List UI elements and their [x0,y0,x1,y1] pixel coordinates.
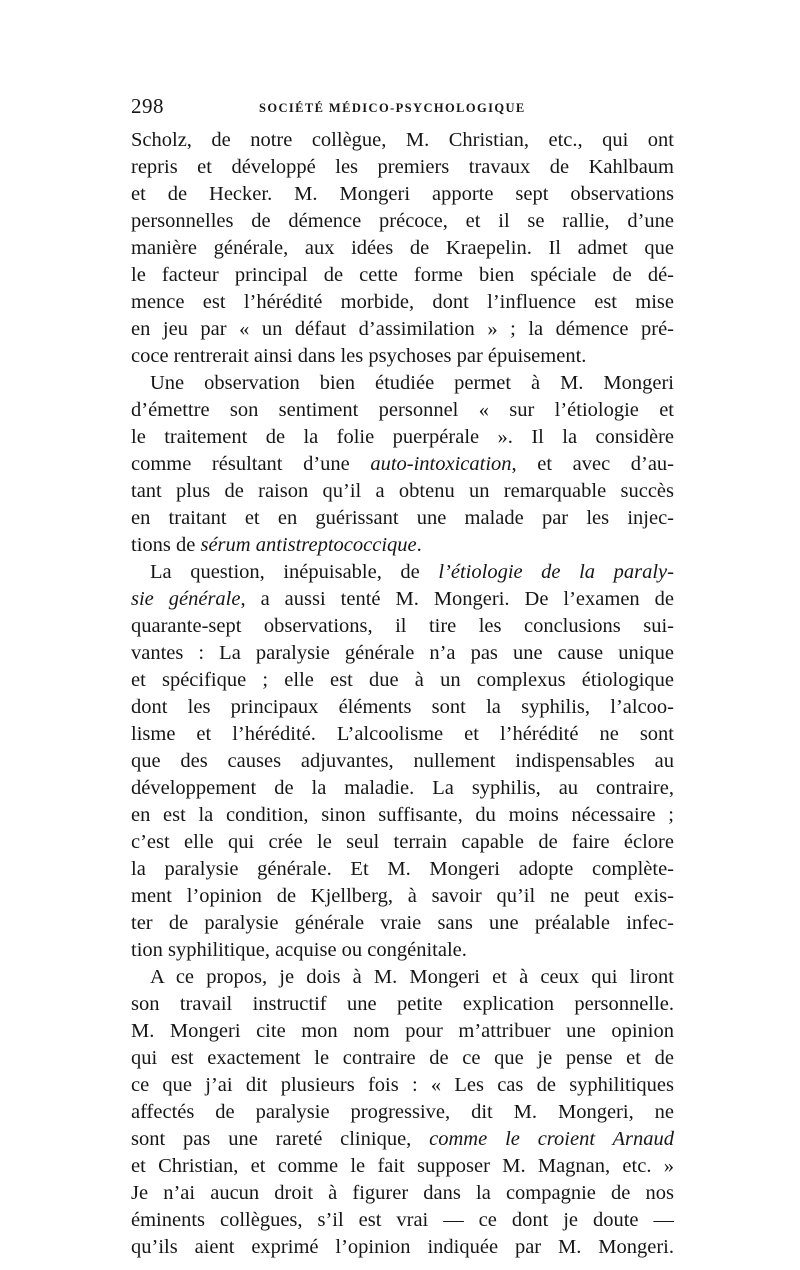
text-line [131,397,674,424]
text-line [131,910,674,937]
text-line [131,883,674,910]
text-run: éminents collègues, s’il est vrai — ce dont je doute — [131,1209,674,1231]
text-run: vantes : La paralysie générale n’a pas une cause unique [131,642,674,664]
text-run: tions de [131,534,201,556]
text-run: comme résultant d’une [131,453,371,475]
text-run: quarante-sept observations, il tire les conclusions sui- [131,615,674,637]
text-run: A ce propos, je dois à M. Mongeri et à ceux qui liront [150,966,674,988]
text-run: en jeu par « un défaut d’assimilation » ; la démence pré- [131,318,674,340]
text-run: La question, inépuisable, de [150,561,439,583]
text-run: développement de la maladie. La syphilis, au contraire, [131,777,674,799]
text-line [131,559,674,586]
text-line [131,154,674,181]
text-line [131,937,674,964]
text-run: que des causes adjuvantes, nullement indispensables au [131,750,674,772]
text-line [131,775,674,802]
text-run: M. Mongeri cite mon nom pour m’attribuer une opinion [131,1020,674,1042]
text-run: c’est elle qui crée le seul terrain capable de faire éclore [131,831,674,853]
italic-run: sérum antistreptococcique [200,534,417,556]
text-run: le traitement de la folie puerpérale ». Il la considère [131,426,674,448]
text-line [131,316,674,343]
text-run: affectés de paralysie progressive, dit M. Mongeri, ne [131,1101,674,1123]
text-run: tant plus de raison qu’il a obtenu un remarquable succès [131,480,674,502]
text-line [131,613,674,640]
text-line [131,856,674,883]
text-line [131,478,674,505]
text-run: et spécifique ; elle est due à un complexus étiologique [131,669,674,691]
text-line [131,1072,674,1099]
italic-run: sie générale [131,588,241,610]
text-run: ter de paralysie générale vraie sans une préalable infec- [131,912,674,934]
text-run: ce que j’ai dit plusieurs fois : « Les cas de syphilitiques [131,1074,674,1096]
text-line [131,451,674,478]
text-line [131,505,674,532]
text-run: repris et développé les premiers travaux de Kahlbaum [131,156,674,178]
text-run: qu’ils aient exprimé l’opinion indiquée par M. Mongeri. [131,1236,674,1258]
text-line [131,289,674,316]
text-run: dont les principaux éléments sont la syphilis, l’alcoo- [131,696,674,718]
text-line [131,370,674,397]
text-line [131,1234,674,1261]
text-run: son travail instructif une petite explication personnelle. [131,993,674,1015]
text-line [131,532,674,559]
text-line [131,748,674,775]
text-run: tion syphilitique, acquise ou congénitale. [131,939,467,961]
text-line [131,181,674,208]
text-line [131,343,674,370]
text-line [131,208,674,235]
page-number: 298 [131,94,164,118]
text-run: sont pas une rareté clinique, [131,1128,430,1150]
text-run: Je n’ai aucun droit à figurer dans la compagnie de nos [131,1182,674,1204]
text-run: lisme et l’hérédité. L’alcoolisme et l’hérédité ne sont [131,723,674,745]
text-run-after: . [416,534,422,556]
text-run: d’émettre son sentiment personnel « sur l’étiologie et [131,399,674,421]
text-line [131,1018,674,1045]
text-run: manière générale, aux idées de Kraepelin. Il admet que [131,237,674,259]
text-line [131,964,674,991]
text-line [131,667,674,694]
text-line [131,1153,674,1180]
text-line [131,127,674,154]
text-line [131,991,674,1018]
text-line [131,235,674,262]
text-run: coce rentrerait ainsi dans les psychoses par épuisement. [131,345,587,367]
text-line [131,1045,674,1072]
text-run: la paralysie générale. Et M. Mongeri adopte complète- [131,858,674,880]
italic-run: comme le croient Arnaud [429,1128,674,1150]
body-text [131,127,674,1261]
text-run-after: , et avec d’au- [511,453,674,475]
text-run: Scholz, de notre collègue, M. Christian, etc., qui ont [131,129,674,151]
text-run: ment l’opinion de Kjellberg, à savoir qu’il ne peut exis- [131,885,674,907]
running-title: SOCIÉTÉ MÉDICO-PSYCHOLOGIQUE [259,101,526,115]
page [131,92,674,1261]
text-line [131,1207,674,1234]
text-run: et de Hecker. M. Mongeri apporte sept observations [131,183,674,205]
text-line [131,1126,674,1153]
text-line [131,1099,674,1126]
text-line [131,694,674,721]
italic-run: auto-intoxication [370,453,512,475]
italic-run: l’étiologie de la paraly- [438,561,674,583]
text-run: en traitant et en guérissant une malade par les injec- [131,507,674,529]
text-line [131,1180,674,1207]
text-run: qui est exactement le contraire de ce que je pense et de [131,1047,674,1069]
text-line [131,829,674,856]
text-run: mence est l’hérédité morbide, dont l’influence est mise [131,291,674,313]
running-head [131,92,674,120]
text-line [131,262,674,289]
text-line [131,640,674,667]
text-line [131,586,674,613]
text-run-after: , a aussi tenté M. Mongeri. De l’examen de [240,588,674,610]
text-run: le facteur principal de cette forme bien spéciale de dé- [131,264,674,286]
text-run: personnelles de démence précoce, et il se rallie, d’une [131,210,674,232]
text-line [131,424,674,451]
text-run: Une observation bien étudiée permet à M. Mongeri [150,372,674,394]
text-line [131,802,674,829]
text-run: et Christian, et comme le fait supposer M. Magnan, etc. » [131,1155,674,1177]
text-run: en est la condition, sinon suffisante, du moins nécessaire ; [131,804,674,826]
text-line [131,721,674,748]
